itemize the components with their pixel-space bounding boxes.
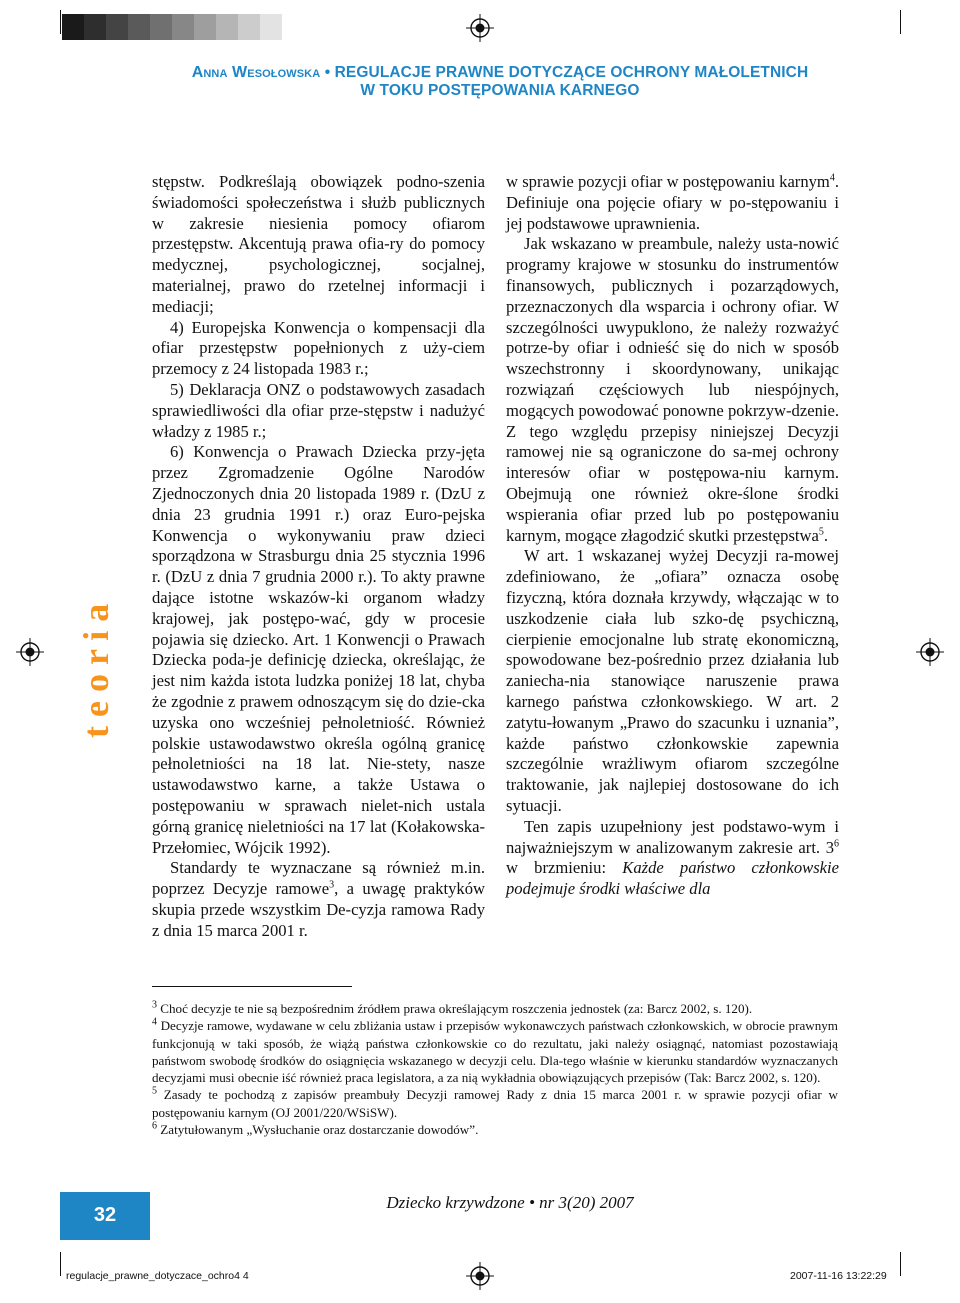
footnote-text: Decyzje ramowe, wydawane w celu zbliżania ustaw i przepisów wykonawczych państwach członkowskich, w obrocie prawnym funkcjonują w taki sposób, że wiążą państwa członkowskie co do rezultatu, jaki należy osiągnąć, natomiast pozostawiają państwom swobodę środków do osiągnięcia wskazanego w decyzji celu. Dla-tego właśnie w kierunku standardów wyznaczanych decyzjami musi obecnie iść również praca legislatora, a za nią wykładnia obowiązujących przepisów (Tak: Barcz 2002, s. 120). xyxy=(152,1018,838,1086)
header-bullet: • xyxy=(324,64,331,81)
right-paragraph-4 xyxy=(506,817,839,900)
color-calibration-bar xyxy=(62,14,282,40)
left-paragraph-5 xyxy=(152,858,485,941)
left-paragraph-4: 6) Konwencja o Prawach Dziecka przy-jęta przez Zgromadzenie Ogólne Narodów Zjednoczonych dnia 20 listopada 1989 r. (DzU z dnia 23 grudnia 1991 r.) oraz Euro-pejska Konwencja o wykonywaniu praw dzieci sporządzona w Strasburgu dnia 25 stycznia 1996 r. (DzU z dnia 7 grudnia 2000 r.). To akty prawne dające istotne wskazów-ki organom władzy krajowej, jak postępo-wać, gdy w procesie pojawia się dziecko. Art. 1 Konwencji o Prawach Dziecka poda-je definicję dziecka, określając, że jest nim każda istota ludzka poniżej 18 lat, chyba że zgodnie z prawem odnoszącym się do dzie-cka uzyska ono wcześniej pełnoletniość. Również polskie ustawodawstwo określa ogólną granicę pełnoletniości na 18 lat. Nie-stety, nasze ustawodawstwo karne, a także Ustawa o postępowaniu w sprawach nielet-nich ustala górną granicę nieletniości na 17 lat (Kołakowska-Przełomiec, Wójcik 1992). xyxy=(152,442,485,857)
color-swatch xyxy=(150,14,172,40)
quoted-text: Każde państwo członkowskie podejmuje środki właściwe dla xyxy=(506,858,839,899)
running-header xyxy=(150,64,850,100)
crop-mark xyxy=(900,10,901,34)
footnote-5 xyxy=(152,1086,838,1121)
color-swatch xyxy=(216,14,238,40)
text-span: w brzmieniu: xyxy=(506,858,623,878)
registration-mark-icon xyxy=(466,14,494,42)
text-span: Standardy te wyznaczane są również m.in. poprzez Decyzje ramowe xyxy=(152,858,485,899)
footnote-divider xyxy=(152,986,352,987)
color-swatch xyxy=(128,14,150,40)
text-span: , a uwagę praktyków skupia przede wszystkim De-cyzja ramowa Rady z dnia 15 marca 2001 r. xyxy=(152,879,485,940)
text-span: . xyxy=(823,525,829,545)
text-span: . Definiuje ona pojęcie ofiary w po-stępowaniu i jej podstawowe uprawnienia. xyxy=(506,172,839,233)
registration-mark-icon xyxy=(466,1262,494,1290)
right-column xyxy=(506,172,839,900)
text-span: Ten zapis uzupełniony jest podstawo-wym i najważniejszym w analizowanym zakresie art. 3 xyxy=(506,816,839,857)
right-paragraph-2 xyxy=(506,234,839,546)
crop-mark xyxy=(60,10,61,34)
crop-mark xyxy=(900,1252,901,1276)
text-span: w sprawie pozycji ofiar w postępowaniu karnym xyxy=(506,172,830,191)
journal-title: Dziecko krzywdzone • nr 3(20) 2007 xyxy=(386,1193,634,1212)
footnote-text: Zasady te pochodzą z zapisów preambuły Decyzji ramowej Rady z dnia 15 marca 2001 r. w sprawie pozycji ofiar w postępowaniu karnym (OJ 2001/220/WSiSW). xyxy=(152,1087,838,1120)
right-paragraph-1 xyxy=(506,172,839,234)
slug-timestamp: 2007-11-16 13:22:29 xyxy=(790,1270,887,1282)
color-swatch xyxy=(106,14,128,40)
footnote-ref-5[interactable]: 5 xyxy=(818,526,824,538)
registration-mark-icon xyxy=(16,638,44,666)
right-paragraph-3: W art. 1 wskazanej wyżej Decyzji ra-mowej zdefiniowano, że „ofiara” oznacza osobę fizyczną, która doznała krzywdy, włączając w to uszkodzenie ciała lub szko-dę psychiczną, cierpienie emocjonalne lub stratę ekonomiczną, spowodowane bez-pośrednio przez działania lub zaniecha-nia stanowiące naruszenie prawa karnego państwa członkowskiego. W art. 2 zatytu-łowanym „Prawo do szacunku i uznania”, każde państwo członkowskie zapewnia szczególnie wrażliwym ofiarom szczególne traktowanie, jak najlepiej dostosowane do ich sytuacji. xyxy=(506,546,839,815)
footnote-6 xyxy=(152,1121,838,1138)
footnote-number: 5 xyxy=(152,1086,157,1098)
crop-mark xyxy=(60,1252,61,1276)
footnote-ref-3[interactable]: 3 xyxy=(329,879,335,891)
header-author: Anna Wesołowska xyxy=(191,64,321,81)
section-label xyxy=(78,550,118,740)
left-column xyxy=(152,172,485,941)
left-paragraph-1: stępstw. Podkreślają obowiązek podno-szenia świadomości społeczeństwa i służb publicznych w zakresie niesienia pomocy ofiarom przestępstw. Akcentują prawa ofia-ry do pomocy medycznej, psychologicznej, socjalnej, materialnej, prawo do rzetelnej informacji i mediacji; xyxy=(152,172,485,316)
text-span: Jak wskazano w preambule, należy usta-nowić programy krajowe w stosunku do instrumentów finansowych, publicznych i pozarządowych, przeznaczonych dla wsparcia i ochrony ofiar. W szczególności uwypuklono, że należy rozważyć potrze-by ofiar i odnieść się do nich w sposób wszechstronny i skoordynowany, unikając rozwiązań częściowych lub niespójnych, mogących powodować ponowne pokrzyw-dzenie. Z tego względu przepisy niniejszej Decyzji ramowej nie są ograniczone do sa-mej ochrony interesów ofiar w postępowa-niu karnym. Obejmują one również okre-ślone środki wspierania ofiar przed lub po postępowaniu karnym, mogące złagodzić skutki przestępstwa xyxy=(506,234,839,545)
slug-filename: regulacje_prawne_dotyczace_ochro4 4 xyxy=(66,1270,249,1282)
left-paragraph-3: 5) Deklaracja ONZ o podstawowych zasadach sprawiedliwości dla ofiar prze-stępstw i nadużyć władzy z 1985 r.; xyxy=(152,379,485,441)
left-paragraph-2: 4) Europejska Konwencja o kompensacji dla ofiar przestępstw popełnionych z uży-ciem przemocy z 24 listopada 1983 r.; xyxy=(152,317,485,379)
color-swatch xyxy=(238,14,260,40)
page-number: 32 xyxy=(93,1204,117,1226)
footnote-text: Choć decyzje te nie są bezpośrednim źródłem prawa określającym roszczenia jednostek (za: Barcz 2002, s. 120). xyxy=(157,1001,753,1016)
registration-mark-icon xyxy=(916,638,944,666)
color-swatch xyxy=(62,14,84,40)
footnote-number: 6 xyxy=(152,1120,157,1132)
footnote-3 xyxy=(152,1000,838,1017)
header-title-line2: W TOKU POSTĘPOWANIA KARNEGO xyxy=(360,82,640,99)
footnotes xyxy=(152,1000,838,1138)
color-swatch xyxy=(172,14,194,40)
footnote-text: Zatytułowanym „Wysłuchanie oraz dostarczanie dowodów”. xyxy=(157,1122,479,1138)
color-swatch xyxy=(260,14,282,40)
section-label-text: t e o r i a xyxy=(76,603,116,738)
color-swatch xyxy=(194,14,216,40)
footnote-ref-6[interactable]: 6 xyxy=(834,837,839,849)
footnote-number: 3 xyxy=(152,999,157,1011)
color-swatch xyxy=(84,14,106,40)
footnote-ref-4[interactable]: 4 xyxy=(829,172,835,184)
footnote-number: 4 xyxy=(152,1016,157,1028)
header-title-line1: REGULACJE PRAWNE DOTYCZĄCE OCHRONY MAŁOLETNICH xyxy=(334,64,809,81)
footnote-4 xyxy=(152,1017,838,1086)
